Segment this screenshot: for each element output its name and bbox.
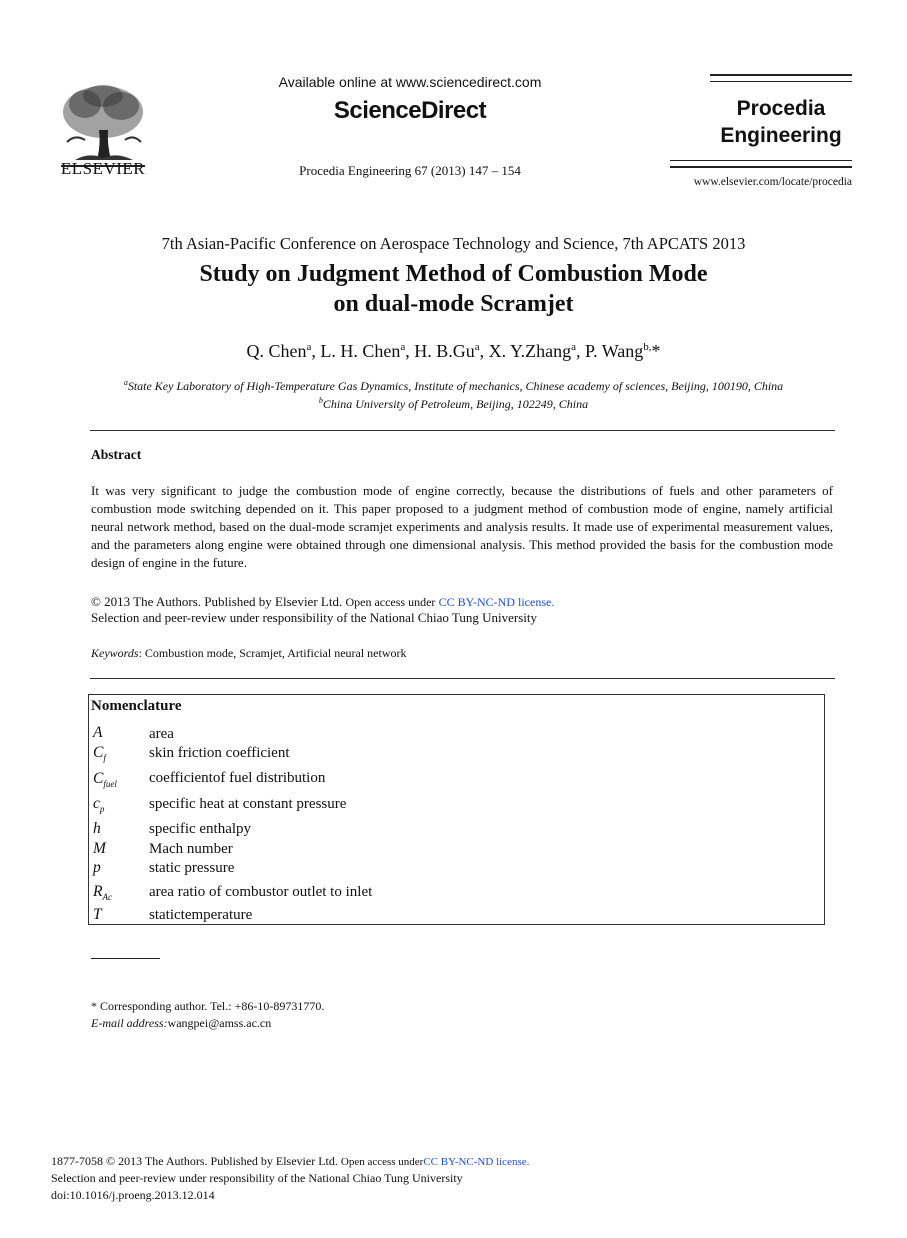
- author-name: X. Y.Zhang: [488, 341, 572, 361]
- nomenclature-heading: Nomenclature: [91, 698, 182, 714]
- copyright-block: [91, 594, 833, 626]
- paper-title-line2: on dual-mode Scramjet: [333, 291, 574, 317]
- author-affiliation-mark: a: [306, 341, 312, 353]
- peer-review-text: Selection and peer-review under responsibility of the National Chiao Tung University: [91, 610, 537, 625]
- footer-copyright-line: [51, 1154, 529, 1169]
- symbol-letter: A: [93, 724, 103, 741]
- nomenclature-definition: skin friction coefficient: [149, 745, 290, 761]
- symbol-letter: T: [93, 906, 102, 923]
- copyright-text: © 2013 The Authors. Published by Elsevier Ltd.: [91, 594, 343, 609]
- author-list: [40, 341, 867, 362]
- paper-title-line1: Study on Judgment Method of Combustion Mode: [199, 261, 708, 287]
- nomenclature-symbol: [93, 840, 106, 859]
- nomenclature-symbol: [93, 795, 104, 814]
- symbol-subscript: f: [103, 753, 106, 764]
- journal-url[interactable]: www.elsevier.com/locate/procedia: [693, 176, 852, 188]
- copyright-line: [91, 594, 833, 610]
- author-affiliation-mark: a: [571, 341, 577, 353]
- author-name: H. B.Gu: [414, 341, 475, 361]
- journal-title: [710, 95, 852, 149]
- footer-license-link[interactable]: CC BY-NC-ND license.: [423, 1156, 530, 1168]
- sciencedirect-brand: ScienceDirect: [333, 97, 487, 124]
- author-name: L. H. Chen: [320, 341, 401, 361]
- available-online-text: Available online at www.sciencedirect.com: [278, 74, 542, 90]
- corresponding-mark: *: [651, 341, 661, 361]
- corresponding-author-note: * Corresponding author. Tel.: +86-10-89731770.: [91, 999, 325, 1013]
- symbol-letter: C: [93, 744, 104, 761]
- journal-title-top-rule: [710, 74, 852, 82]
- nomenclature-definition: area: [149, 726, 174, 742]
- license-link[interactable]: CC BY-NC-ND license.: [438, 595, 555, 609]
- section-divider: [90, 430, 835, 431]
- symbol-letter: c: [93, 795, 100, 812]
- journal-reference: Procedia Engineering 67 (2013) 147 – 154: [299, 163, 521, 178]
- nomenclature-definition: coefficientof fuel distribution: [149, 770, 326, 786]
- paper-title: [40, 259, 867, 319]
- nomenclature-symbol: [93, 724, 102, 743]
- nomenclature-symbol: [93, 883, 112, 902]
- keywords-label: Keywords: [91, 646, 139, 660]
- nomenclature-definition: specific heat at constant pressure: [149, 796, 347, 812]
- symbol-letter: C: [93, 770, 104, 787]
- author-separator: ,: [479, 341, 489, 361]
- nomenclature-symbol: [93, 859, 101, 878]
- symbol-letter: R: [93, 883, 103, 900]
- affiliation-mark: a: [123, 378, 128, 387]
- footer-peer-review: Selection and peer-review under responsibility of the National Chiao Tung University: [51, 1171, 463, 1185]
- nomenclature-definition: statictemperature: [149, 907, 253, 923]
- nomenclature-symbol: [93, 906, 102, 925]
- symbol-letter: h: [93, 820, 101, 837]
- footer-doi[interactable]: doi:10.1016/j.proeng.2013.12.014: [51, 1188, 215, 1202]
- author-affiliation-mark: b,: [643, 341, 652, 353]
- journal-title-line2: Engineering: [720, 124, 842, 147]
- symbol-letter: M: [93, 840, 106, 857]
- abstract-heading: Abstract: [91, 447, 142, 462]
- symbol-subscript: fuel: [103, 779, 117, 790]
- author-affiliation-mark: a: [400, 341, 406, 353]
- publisher-name: ELSEVIER: [60, 159, 146, 178]
- open-access-text: Open access under: [345, 595, 436, 609]
- keywords-line: [91, 646, 833, 661]
- affiliation-b: [40, 396, 867, 412]
- author-name: Q. Chen: [246, 341, 307, 361]
- affiliation-text: State Key Laboratory of High-Temperature Gas Dynamics, Institute of mechanics, Chinese academy of sciences, Beijing, 100190, China: [127, 379, 784, 393]
- journal-title-bottom-rule: [670, 160, 852, 168]
- keywords-text: : Combustion mode, Scramjet, Artificial neural network: [138, 646, 407, 660]
- symbol-subscript: Ac: [102, 892, 112, 903]
- affiliation-text: China University of Petroleum, Beijing, 102249, China: [322, 397, 589, 411]
- affiliation-a: [40, 378, 867, 394]
- symbol-letter: p: [93, 859, 101, 876]
- nomenclature-definition: static pressure: [149, 860, 235, 876]
- nomenclature-symbol: [93, 744, 106, 763]
- author-separator: ,: [405, 341, 415, 361]
- nomenclature-symbol: [93, 820, 101, 839]
- nomenclature-definition: area ratio of combustor outlet to inlet: [149, 884, 373, 900]
- symbol-subscript: p: [99, 804, 105, 815]
- abstract-body: It was very significant to judge the combustion mode of engine correctly, because the distributions of fuels and other parameters of combustion mode switching depended on it. This paper proposed to a judgment method of combustion mode of engine, namely artificial neural network method, based on the dual-mode scramjet experiments and analysis results. It made use of experimental measurement values, and the parameters along engine were obtained through one dimensional analysis. This method provided the basis for the combustion mode design of engine in the future.: [91, 483, 833, 570]
- affiliation-mark: b: [318, 396, 323, 405]
- footer-copyright-text: 1877-7058 © 2013 The Authors. Published by Elsevier Ltd.: [51, 1154, 338, 1168]
- nomenclature-definition: Mach number: [149, 841, 233, 857]
- author-separator: ,: [311, 341, 321, 361]
- journal-title-line1: Procedia: [736, 97, 826, 120]
- nomenclature-symbol: [93, 770, 117, 789]
- author-separator: ,: [576, 341, 586, 361]
- email-label: E-mail address:: [91, 1016, 168, 1030]
- footer-open-access-text: Open access under: [340, 1156, 424, 1168]
- email-note: [91, 1016, 271, 1031]
- conference-name: 7th Asian-Pacific Conference on Aerospace Technology and Science, 7th APCATS 2013: [161, 234, 746, 253]
- nomenclature-definition: specific enthalpy: [149, 821, 252, 837]
- section-divider: [90, 678, 835, 679]
- footnote-rule: [91, 958, 160, 959]
- author-affiliation-mark: a: [474, 341, 480, 353]
- email-address[interactable]: wangpei@amss.ac.cn: [167, 1016, 272, 1030]
- author-name: P. Wang: [585, 341, 644, 361]
